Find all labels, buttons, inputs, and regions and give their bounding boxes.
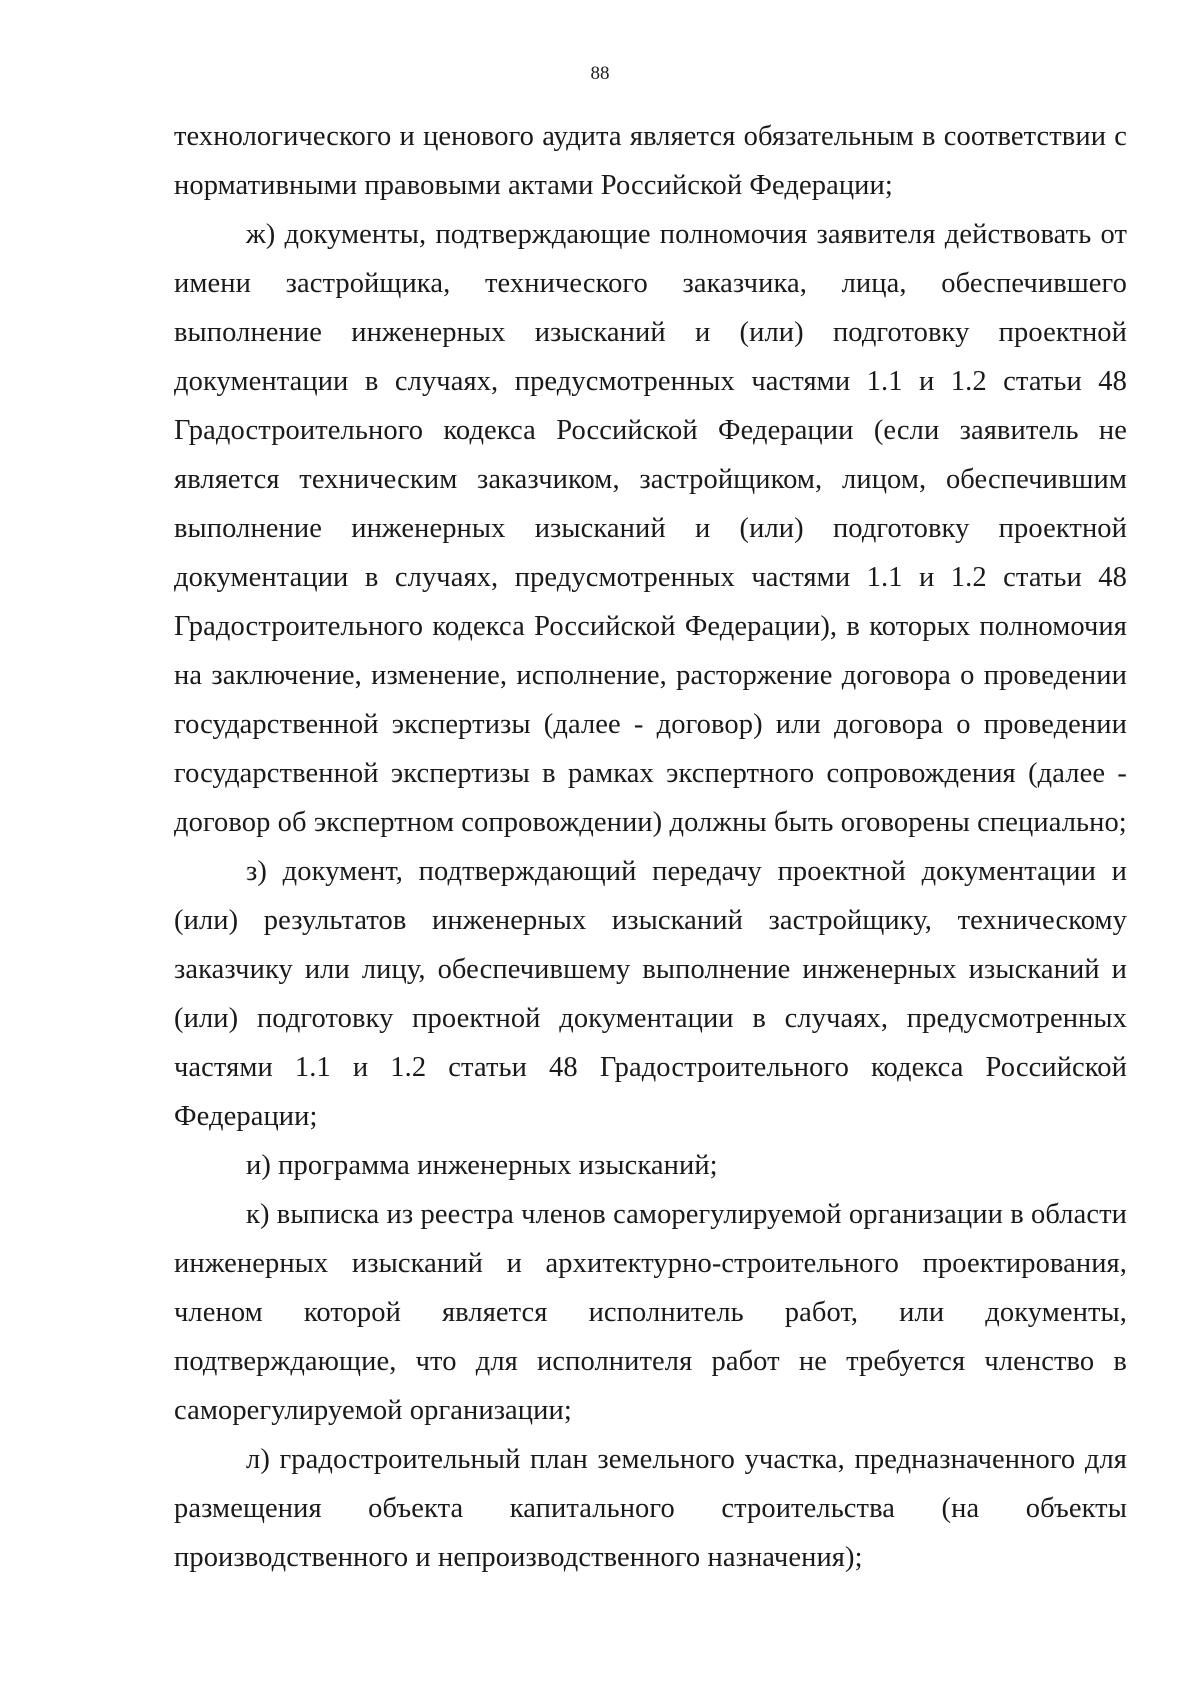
paragraph-item-k: к) выписка из реестра членов саморегулируемой организации в области инженерных изысканий и архитектурно-строительного проектирования, членом которой является исполнитель работ, или документы, подтверждающие, что для исполнителя работ не требуется членство в саморегулируемой организации; [174, 1199, 1127, 1426]
paragraph-item-zh: ж) документы, подтверждающие полномочия заявителя действовать от имени застройщика, технического заказчика, лица, обеспечившего выполнение инженерных изысканий и (или) подготовку проектной документации в случаях, предусмотренных частями 1.1 и 1.2 статьи 48 Градостроительного кодекса Российской Федерации (если заявитель не является техническим заказчиком, застройщиком, лицом, обеспечившим выполнение инженерных изысканий и (или) подготовку проектной документации в случаях, предусмотренных частями 1.1 и 1.2 статьи 48 Градостроительного кодекса Российской Федерации), в которых полномочия на заключение, изменение, исполнение, расторжение договора о проведении государственной экспертизы (далее - договор) или договора о проведении государственной экспертизы в рамках экспертного сопровождения (далее - договор об экспертном сопровождении) должны быть оговорены специально; [174, 219, 1127, 838]
paragraph-continuation: технологического и ценового аудита является обязательным в соответствии с нормативными правовыми актами Российской Федерации; [174, 121, 1127, 201]
paragraph-item-z: з) документ, подтверждающий передачу проектной документации и (или) результатов инженерных изысканий застройщику, техническому заказчику или лицу, обеспечившему выполнение инженерных изысканий и (или) подготовку проектной документации в случаях, предусмотренных частями 1.1 и 1.2 статьи 48 Градостроительного кодекса Российской Федерации; [174, 856, 1127, 1132]
page-number: 88 [590, 63, 610, 84]
paragraph-item-i: и) программа инженерных изысканий; [246, 1150, 718, 1181]
paragraph-item-l: л) градостроительный план земельного участка, предназначенного для размещения объекта капитального строительства (на объекты производственного и непроизводственного назначения); [174, 1444, 1127, 1573]
document-body [174, 112, 1127, 1582]
